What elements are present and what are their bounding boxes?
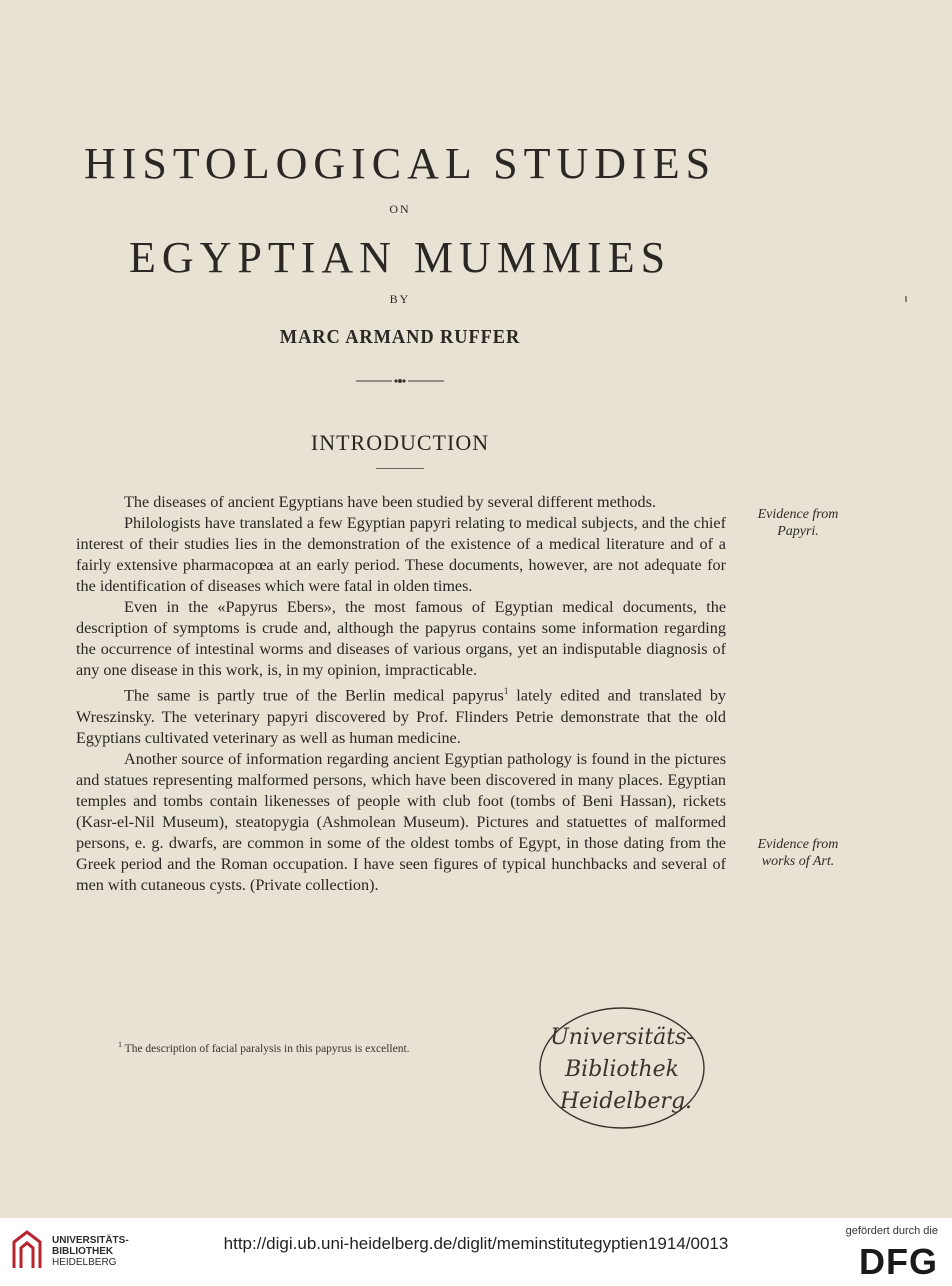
ornament-divider-icon [356,378,444,384]
body-text [76,492,726,896]
title-line-1: HISTOLOGICAL STUDIES [83,139,717,188]
paragraph-4 [76,681,726,749]
sidenote-1-line-2: Papyri. [777,524,819,539]
title-line-2: EGYPTIAN MUMMIES [128,233,672,282]
sidenote-2-line-2: works of Art. [761,854,835,869]
footnote [118,1040,410,1055]
sidenote-works-of-art [738,836,858,870]
paragraph-3: Even in the «Papyrus Ebers», the most famous of Egyptian medical documents, the description of symptoms is crude and, although the papyrus contains some information regarding the occurrence of intestinal worms and diseases of various organs, yet an indisputable diagnosis of any one disease in this work, is, in my opinion, impracticable. [76,598,726,680]
author-name: MARC ARMAND RUFFER [279,326,521,348]
sidenote-2-line-1: Evidence from [757,837,839,852]
section-heading: INTRODUCTION [310,430,490,455]
sidenote-1-line-1: Evidence from [757,507,839,522]
library-line-1: UNIVERSITÄTS- [52,1235,129,1246]
dfg-logo: DFG [859,1241,938,1282]
margin-mark [905,296,907,302]
paragraph-5: Another source of information regarding ancient Egyptian pathology is found in the pictures and statues representing malformed persons, which have been discovered in many places. Egyptian temples and tombs contain likenesses of people with club foot (tombs of Beni Hassan), rickets (Kasr-el-Nil Museum), steatopygia (Ashmolean Museum). Pictures and statuettes of malformed persons, e. g. dwarfs, are common in some of the oldest tombs of Egypt, in those dating from the Greek period and the Roman occupation. I have seen figures of typical hunchbacks and several of men with cutaneous cysts. (Private collection). [76,749,726,895]
footnote-reference: 1 [503,686,509,697]
library-line-3: HEIDELBERG [52,1257,117,1268]
footer-bar [0,1218,952,1286]
sponsor-note: gefördert durch die [845,1225,938,1237]
title-connector-by: BY [389,292,411,306]
stamp-line-2: Bibliothek [565,1057,679,1082]
footnote-marker: 1 [118,1040,122,1049]
sidenote-papyri [738,506,858,540]
permalink-url[interactable]: http://digi.ub.uni-heidelberg.de/diglit/meminstitutegyptien1914/0013 [223,1234,729,1253]
stamp-line-1: Universitäts- [550,1025,694,1050]
paragraph-1: The diseases of ancient Egyptians have been studied by several different methods. [124,493,656,511]
title-connector-on: ON [389,202,411,216]
paragraph-4-rest: lately edited and translated by Wreszinsky. The veterinary papyri discovered by Prof. Flinders Petrie demonstrate that the old Egyptians cultivated veterinary as well as human medicine. [76,686,727,747]
stamp-line-3: Heidelberg. [559,1089,693,1114]
library-stamp [528,998,714,1134]
paragraph-2: Philologists have translated a few Egyptian papyri relating to medical subjects, and the chief interest of their studies lies in the demonstration of the existence of a medical literature and of a fairly extensive pharmacopœa at an early period. These documents, however, are not adequate for the identification of diseases which were fatal in olden times. [76,514,726,596]
footnote-text: The description of facial paralysis in this papyrus is excellent. [124,1042,410,1055]
library-line-2: BIBLIOTHEK [52,1246,114,1257]
paragraph-4-start: The same is partly true of the Berlin medical papyrus [124,686,504,705]
heading-rule [376,468,424,469]
